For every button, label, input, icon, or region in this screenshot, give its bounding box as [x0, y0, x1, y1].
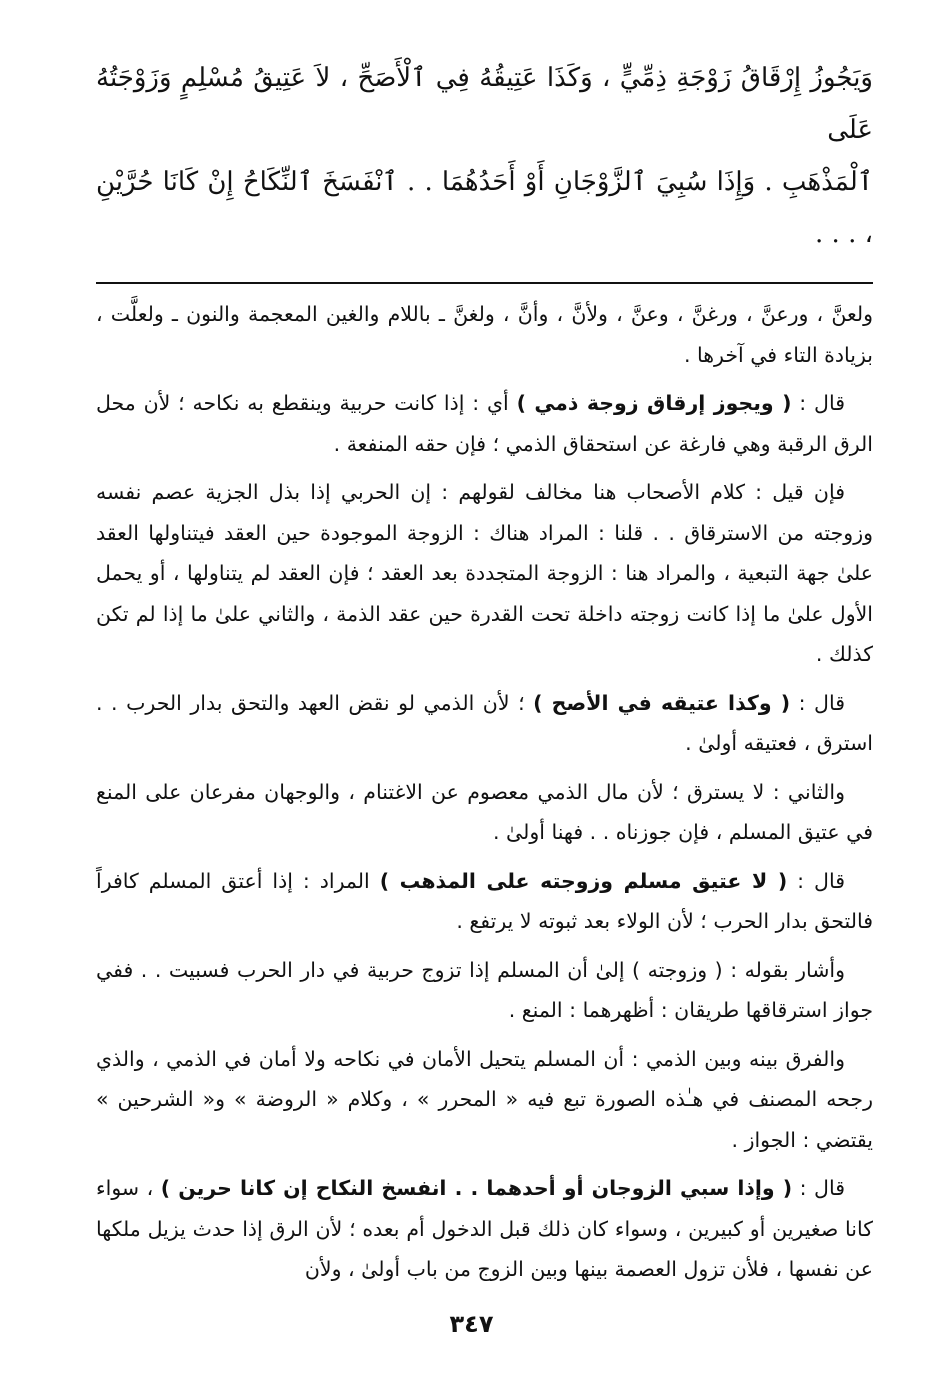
quoted-matn: ( وإذا سبي الزوجان أو أحدهما . . انفسخ النكاح إن كانا حرين ): [160, 1176, 793, 1200]
commentary-paragraph-7: والفرق بينه وبين الذمي : أن المسلم يتحيل الأمان في نكاحه ولا أمان في الذمي ، والذي رجحه المصنف في هـٰذه الصورة تبع فيه « المحرر » ، وكلام « الروضة » و« الشرحين » يقتضي : الجواز .: [96, 1046, 873, 1152]
qala-label: قال :: [790, 690, 845, 715]
matn-text: [96, 52, 873, 260]
quoted-matn: ( وكذا عتيقه في الأصح ): [533, 690, 791, 715]
commentary-text: ، سواء كانا صغيرين أو كبيرين ، وسواء كان ذلك قبل الدخول أم بعده ؛ لأن الرق إذا حدث يزيل ملكها عن نفسها ، فلأن تزول العصمة بينها وبين الزوج من باب أولىٰ ، ولأن: [96, 1176, 873, 1281]
separator-rule: [96, 282, 873, 284]
commentary: [96, 294, 873, 1290]
qala-label: قال :: [791, 391, 845, 415]
commentary-paragraph-8: [96, 1168, 873, 1290]
matn-line-2: ٱلْمَذْهَبِ . وَإِذَا سُبِيَ ٱلزَّوْجَانِ أَوْ أَحَدُهُمَا . . ٱنْفَسَخَ ٱلنِّكَاحُ إِنْ كَانَا حُرَّيْنِ ، . . .: [96, 167, 873, 249]
page-number: ٣٤٧: [449, 1310, 494, 1338]
matn-line-1: وَيَجُوزُ إِرْقَاقُ زَوْجَةِ ذِمِّيٍّ ، وَكَذَا عَتِيقُهُ فِي ٱلْأَصَحِّ ، لاَ عَتِيقُ مُسْلِمٍ وَزَوْجَتُهُ عَلَى: [96, 63, 873, 145]
quoted-matn: ( لا عتيق مسلم وزوجته على المذهب ): [379, 868, 788, 893]
qala-label: قال :: [787, 868, 845, 893]
qala-label: قال :: [792, 1176, 845, 1200]
quoted-matn: ( ويجوز إرقاق زوجة ذمي ): [516, 391, 792, 415]
commentary-text: المراد : إذا أعتق المسلم كافراً فالتحق بدار الحرب ؛ لأن الولاء بعد ثبوته لا يرتفع .: [96, 868, 873, 933]
commentary-paragraph-1: [96, 383, 873, 464]
commentary-paragraph-5: [96, 861, 873, 942]
commentary-paragraph-0: ولعنَّ ، ورعنَّ ، ورغنَّ ، وعنَّ ، ولأنَّ ، وأنَّ ، ولغنَّ ـ باللام والغين المعجمة والنون ـ ولعلَّت ، بزيادة التاء في آخرها .: [96, 302, 873, 367]
commentary-paragraph-6: وأشار بقوله : ( وزوجته ) إلىٰ أن المسلم إذا تزوج حربية في دار الحرب فسبيت . . ففي جواز استرقاقها طريقان : أظهرهما : المنع .: [96, 957, 873, 1022]
commentary-text: أي : إذا كانت حربية وينقطع به نكاحه ؛ لأن محل الرق الرقبة وهي فارغة عن استحقاق الذمي ؛ فإن حقه المنفعة .: [96, 391, 873, 456]
commentary-paragraph-4: والثاني : لا يسترق ؛ لأن مال الذمي معصوم عن الاغتنام ، والوجهان مفرعان على المنع في عتيق المسلم ، فإن جوزناه . . فهنا أولىٰ .: [96, 779, 873, 844]
commentary-paragraph-2: فإن قيل : كلام الأصحاب هنا مخالف لقولهم : إن الحربي إذا بذل الجزية عصم نفسه وزوجته من الاسترقاق . . قلنا : المراد هناك : الزوجة الموجودة حين العقد فيتناولها العقد علىٰ جهة التبعية ، والمراد هنا : الزوجة المتجددة بعد العقد ؛ فإن العقد لم يتناولها ، أو يحمل الأول علىٰ ما إذا كانت زوجته داخلة تحت القدرة حين عقد الذمة ، والثاني علىٰ ما إذا لم تكن كذلك .: [96, 480, 873, 666]
commentary-paragraph-3: [96, 683, 873, 764]
commentary-text: ؛ لأن الذمي لو نقض العهد والتحق بدار الحرب . . استرق ، فعتيقه أولىٰ .: [96, 690, 873, 755]
